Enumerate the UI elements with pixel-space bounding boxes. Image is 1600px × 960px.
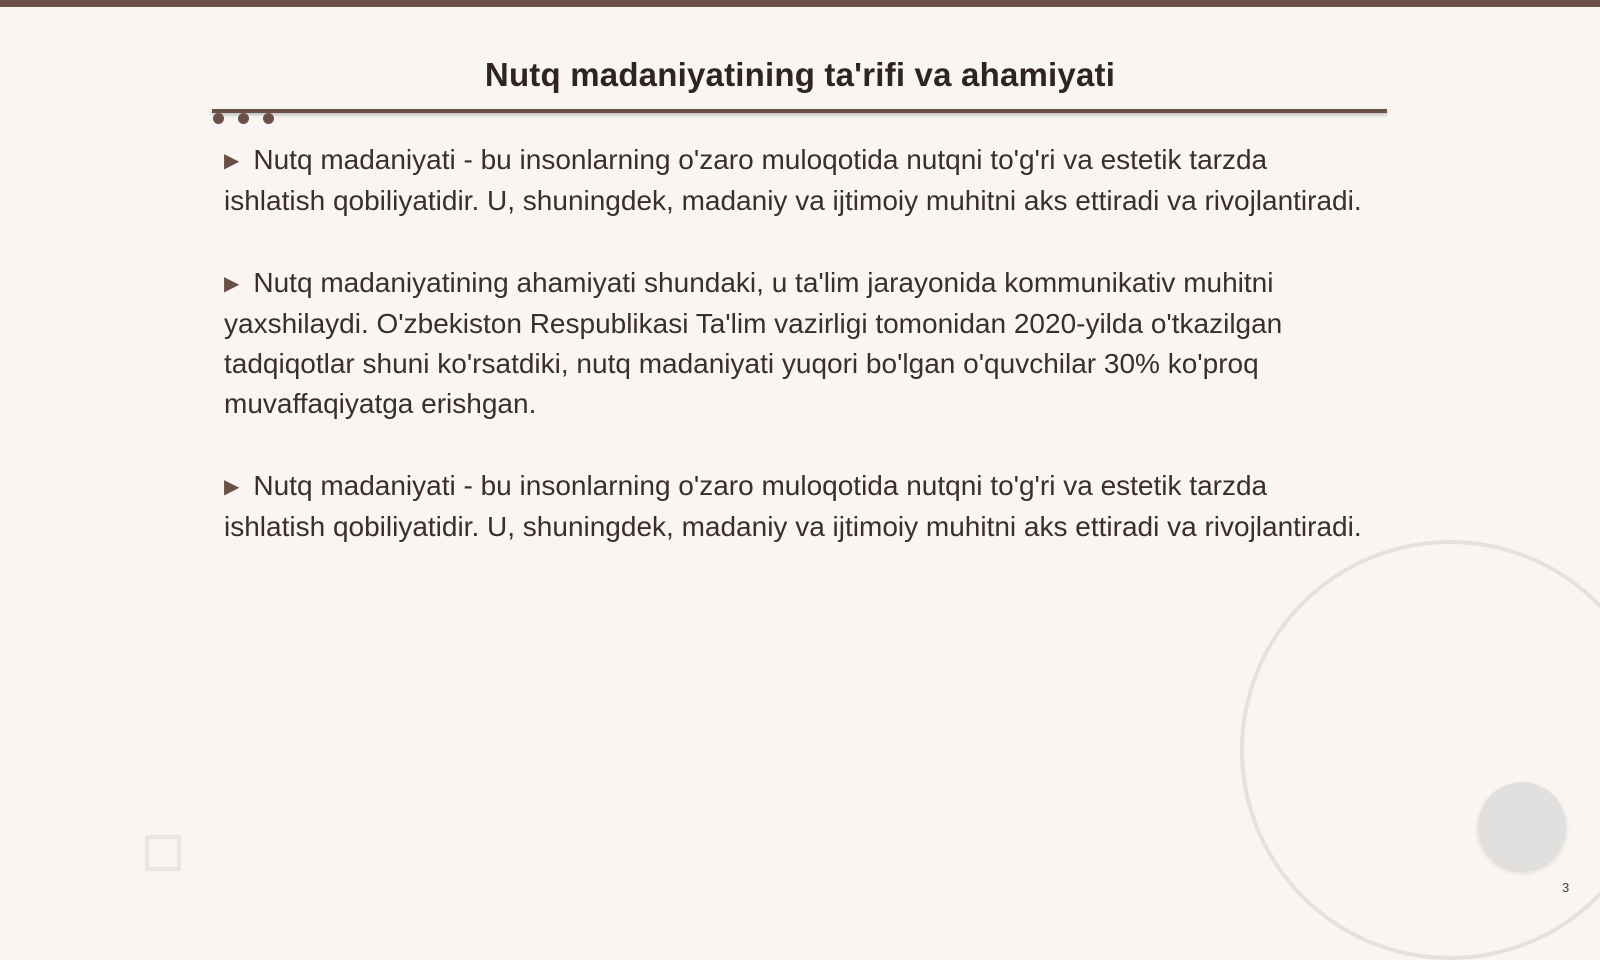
- decorative-dot: [213, 113, 224, 124]
- slide-body: [224, 140, 1364, 589]
- bullet-paragraph-3: [224, 466, 1364, 547]
- triangle-bullet-icon: ▶: [224, 476, 240, 498]
- decorative-circle-filled: [1478, 782, 1566, 870]
- decorative-dot: [238, 113, 249, 124]
- paragraph-text: Nutq madaniyati - bu insonlarning o'zaro muloqotida nutqni to'g'ri va estetik tarzda ishlatish qobiliyatidir. U, shuningdek, madaniy va ijtimoiy muhitni aks ettiradi va rivojlantiradi.: [224, 470, 1362, 542]
- decorative-dot: [263, 113, 274, 124]
- bullet-paragraph-2: [224, 263, 1364, 424]
- title-underline: [212, 109, 1387, 113]
- paragraph-text: Nutq madaniyati - bu insonlarning o'zaro muloqotida nutqni to'g'ri va estetik tarzda ishlatish qobiliyatidir. U, shuningdek, madaniy va ijtimoiy muhitni aks ettiradi va rivojlantiradi.: [224, 144, 1362, 216]
- bullet-paragraph-1: [224, 140, 1364, 221]
- paragraph-text: Nutq madaniyatining ahamiyati shundaki, u ta'lim jarayonida kommunikativ muhitni yaxshilaydi. O'zbekiston Respublikasi Ta'lim vazirligi tomonidan 2020-yilda o'tkazilgan tadqiqotlar shuni ko'rsatdiki, nutq madaniyati yuqori bo'lgan o'quvchilar 30% ko'proq muvaffaqiyatga erishgan.: [224, 267, 1283, 419]
- slide-title: Nutq madaniyatining ta'rifi va ahamiyati: [484, 56, 1116, 93]
- decorative-circle-outline: [1240, 540, 1600, 960]
- decorative-square: [145, 835, 181, 871]
- top-accent-bar: [0, 0, 1600, 7]
- page-number: 3: [1562, 880, 1570, 895]
- triangle-bullet-icon: ▶: [224, 150, 240, 172]
- triangle-bullet-icon: ▶: [224, 273, 240, 295]
